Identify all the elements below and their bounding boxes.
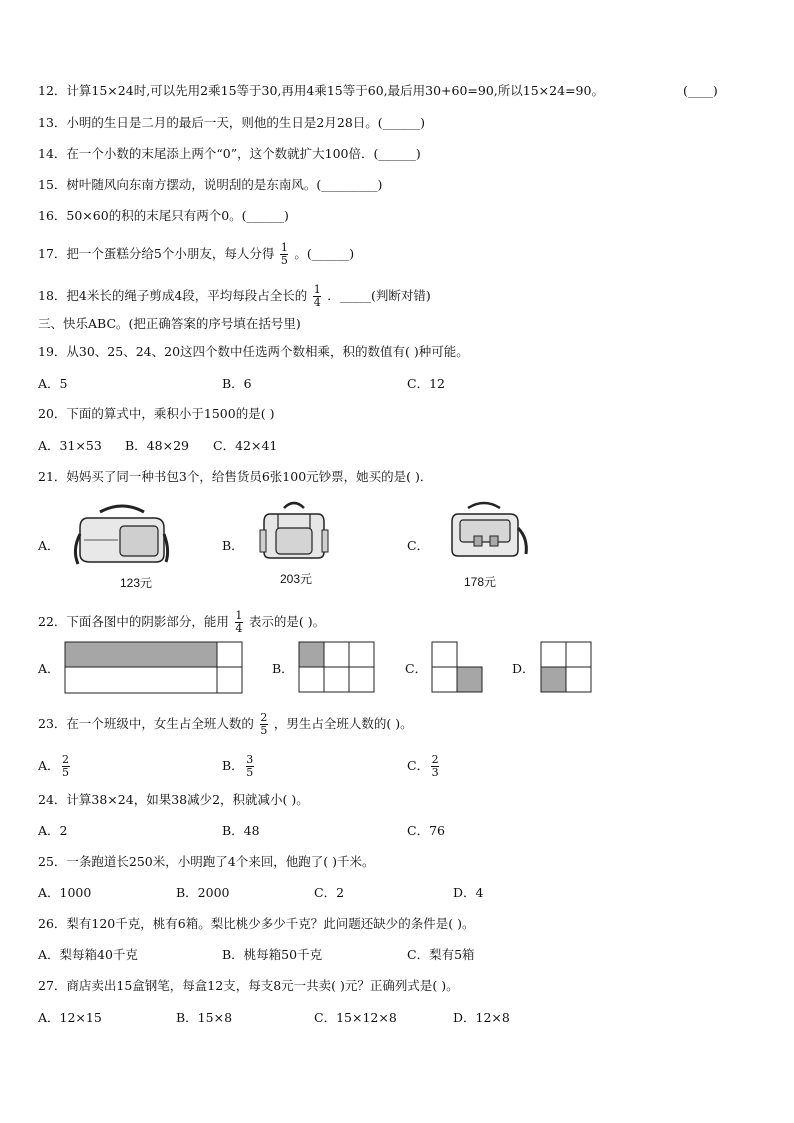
q27-option-a[interactable]: A．12×15 — [38, 1010, 102, 1025]
q19-option-a[interactable]: A．5 — [38, 376, 68, 391]
q25-option-c[interactable]: C．2 — [314, 885, 345, 900]
q23-option-b[interactable]: B． $\frac{3}{5}$ — [222, 753, 254, 779]
q26-option-b[interactable]: B．桃每箱50千克 — [222, 947, 323, 962]
price-label-b: 203元 — [280, 572, 313, 586]
answer-blank-17[interactable]: 。(______) — [294, 246, 355, 261]
question-20: 20．下面的算式中，乘积小于1500的是( ) — [38, 406, 275, 421]
price-label-c: 178元 — [464, 575, 497, 589]
question-27: 27．商店卖出15盒钢笔，每盒12支，每支8元一共卖( )元？正确列式是( )。 — [38, 978, 459, 993]
figure-a-rectangle — [64, 641, 244, 695]
q27-option-c[interactable]: C．15×12×8 — [314, 1010, 397, 1025]
q24-option-c[interactable]: C．76 — [407, 823, 445, 838]
q21-option-b[interactable]: B． — [222, 538, 244, 553]
q25-option-a[interactable]: A．1000 — [38, 885, 92, 900]
q22-option-a[interactable]: A． — [38, 661, 60, 676]
q22-option-d[interactable]: D． — [512, 661, 535, 676]
q20-option-c[interactable]: C．42×41 — [213, 438, 278, 453]
q19-option-c[interactable]: C．12 — [407, 376, 445, 391]
answer-blank-18[interactable]: ．_____(判断对错) — [327, 288, 431, 303]
q26-option-a[interactable]: A．梨每箱40千克 — [38, 947, 138, 962]
question-24: 24．计算38×24，如果38减少2，积就减小( )。 — [38, 792, 309, 807]
q25-option-d[interactable]: D．4 — [453, 885, 484, 900]
question-21: 21．妈妈买了同一种书包3个，给售货员6张100元钞票，她买的是( )． — [38, 469, 433, 484]
q22-option-c[interactable]: C． — [405, 661, 428, 676]
question-14: 14．在一个小数的末尾添上两个“0”，这个数就扩大100倍．(______) — [38, 146, 421, 161]
answer-blank-16[interactable]: (______) — [241, 208, 289, 223]
figure-d-grid — [540, 641, 594, 695]
q23-option-a[interactable]: A． $\frac{2}{5}$ — [38, 753, 70, 779]
q24-option-b[interactable]: B．48 — [222, 823, 260, 838]
question-13: 13．小明的生日是二月的最后一天，则他的生日是2月28日。(______) — [38, 115, 426, 130]
bag-icon — [70, 500, 172, 568]
figure-c-shape — [431, 641, 485, 695]
price-label-a: 123元 — [120, 576, 153, 590]
question-26: 26．梨有120千克，桃有6箱。梨比桃少多少千克？此问题还缺少的条件是( )。 — [38, 916, 475, 931]
question-12: 12．计算15×24时,可以先用2乘15等于30,再用4乘15等于60,最后用30+60=90,所以15×24=90。 — [38, 83, 604, 98]
answer-blank-15[interactable]: (_________) — [316, 177, 383, 192]
q24-option-a[interactable]: A．2 — [38, 823, 68, 838]
question-17: 17．把一个蛋糕分给5个小朋友，每人分得 $\frac{1}{5}$ 。(______) — [38, 241, 355, 267]
q27-option-d[interactable]: D．12×8 — [453, 1010, 510, 1025]
q25-option-b[interactable]: B．2000 — [176, 885, 230, 900]
backpack-icon — [258, 498, 330, 562]
q19-option-b[interactable]: B．6 — [222, 376, 252, 391]
q20-option-a[interactable]: A．31×53 — [38, 438, 102, 453]
question-15: 15．树叶随风向东南方摆动，说明刮的是东南风。(_________) — [38, 177, 383, 192]
q20-option-b[interactable]: B．48×29 — [125, 438, 189, 453]
messenger-bag-icon — [444, 498, 530, 560]
q23-option-c[interactable]: C． $\frac{2}{3}$ — [407, 753, 439, 779]
fraction-1-4: $\frac{1}{4}$ — [313, 283, 321, 309]
fraction-2-5: $\frac{2}{5}$ — [260, 711, 268, 737]
question-19: 19．从30、25、24、20这四个数中任选两个数相乘，积的数值有( )种可能。 — [38, 344, 469, 359]
q21-option-a[interactable]: A． — [38, 538, 60, 553]
fraction-1-5: $\frac{1}{5}$ — [280, 241, 288, 267]
q22-option-b[interactable]: B． — [272, 661, 294, 676]
question-23: 23．在一个班级中，女生占全班人数的 $\frac{2}{5}$ ，男生占全班人数的( )。 — [38, 711, 413, 737]
answer-blank-12[interactable]: (____) — [683, 83, 718, 98]
question-22: 22．下面各图中的阴影部分，能用 $\frac{1}{4}$ 表示的是( )。 — [38, 609, 326, 635]
question-18: 18．把4米长的绳子剪成4段，平均每段占全长的 $\frac{1}{4}$ ．_____(判断对错) — [38, 283, 431, 309]
figure-b-grid — [298, 641, 376, 693]
question-16: 16．50×60的积的末尾只有两个0。(______) — [38, 208, 289, 223]
q27-option-b[interactable]: B．15×8 — [176, 1010, 233, 1025]
q21-option-c[interactable]: C． — [407, 538, 430, 553]
answer-blank-13[interactable]: (______) — [377, 115, 426, 130]
q26-option-c[interactable]: C．梨有5箱 — [407, 947, 475, 962]
question-25: 25．一条跑道长250米，小明跑了4个来回，他跑了( )千米。 — [38, 854, 375, 869]
answer-blank-14[interactable]: (______) — [373, 146, 421, 161]
section-heading-3: 三、快乐ABC。(把正确答案的序号填在括号里) — [38, 316, 301, 331]
fraction-1-4: $\frac{1}{4}$ — [235, 609, 243, 635]
